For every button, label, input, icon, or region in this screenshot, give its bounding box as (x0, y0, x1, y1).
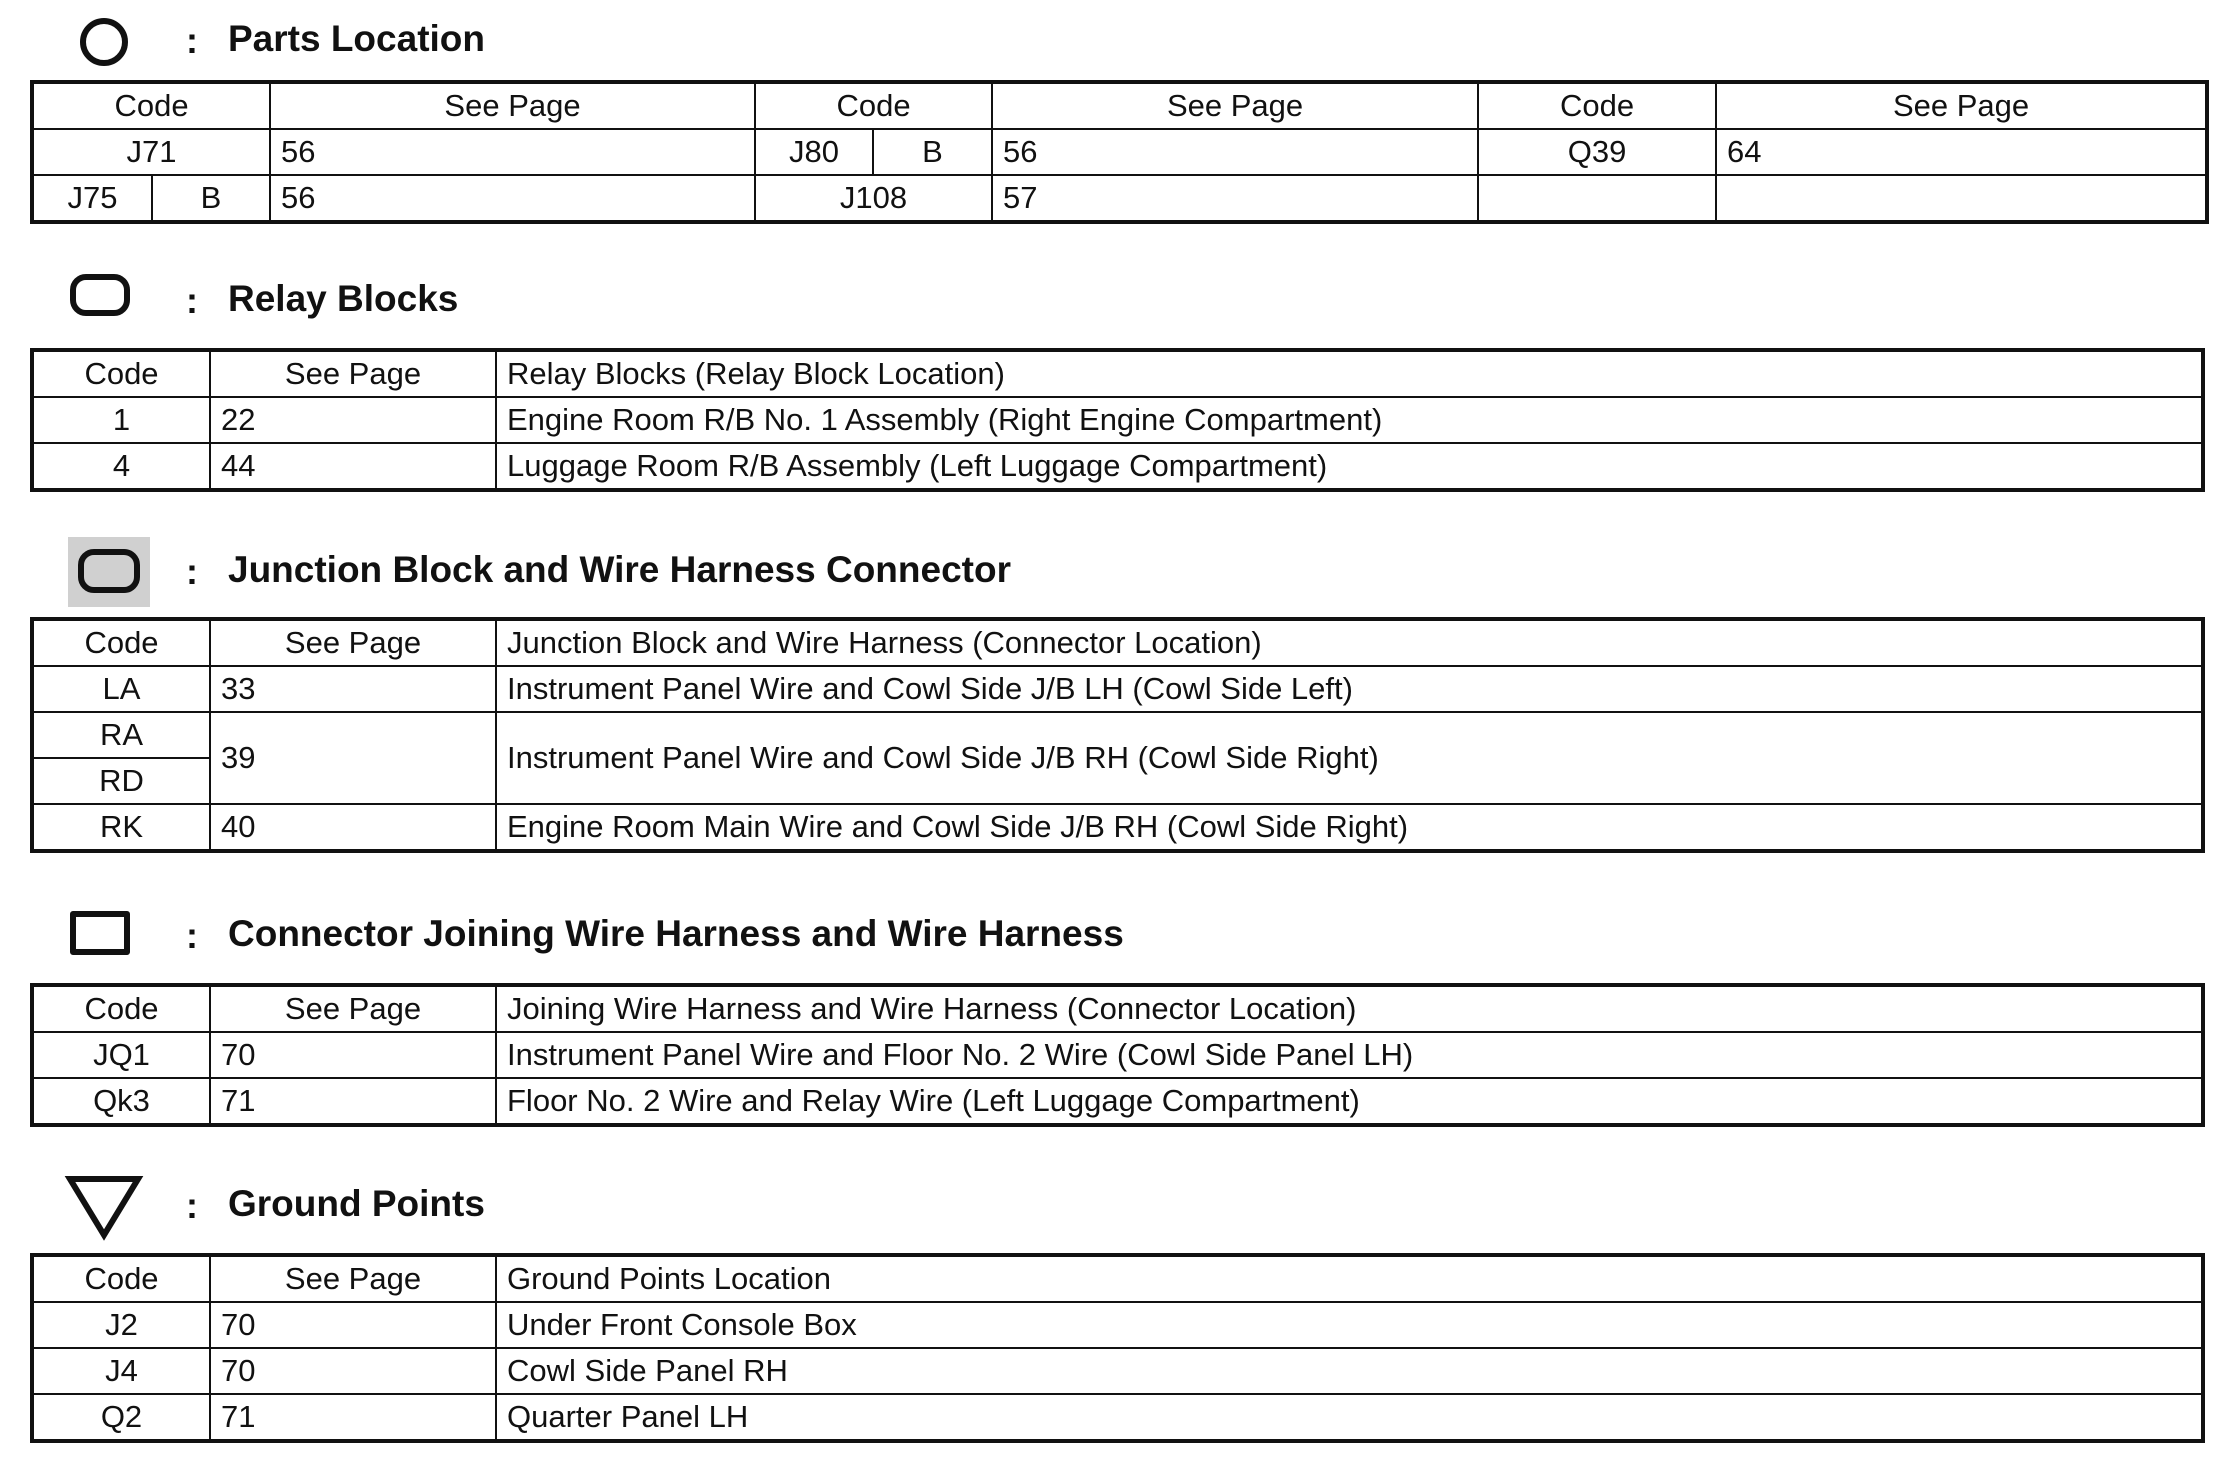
description-cell: Quarter Panel LH (496, 1394, 2203, 1441)
table-header-row (32, 1255, 2203, 1302)
section-title: Parts Location (228, 18, 485, 59)
description-cell: Luggage Room R/B Assembly (Left Luggage Compartment) (496, 443, 2203, 490)
page-cell: 33 (210, 666, 496, 712)
header-see-page: See Page (210, 350, 496, 397)
rounded-rectangle-icon (70, 274, 130, 316)
section-title: Junction Block and Wire Harness Connector (228, 549, 1011, 590)
header-description: Relay Blocks (Relay Block Location) (496, 350, 2203, 397)
page-cell: 64 (1716, 129, 2207, 175)
table-row (32, 175, 2207, 222)
code-suffix-cell: B (873, 129, 992, 175)
page-cell: 56 (992, 129, 1478, 175)
table-row (32, 1302, 2203, 1348)
page-cell: 57 (992, 175, 1478, 222)
section-colon: : (186, 280, 198, 321)
relay-blocks-header (0, 268, 2232, 348)
section-colon: : (186, 20, 198, 61)
page-cell: 70 (210, 1032, 496, 1078)
section-title: Relay Blocks (228, 278, 459, 319)
code-cell: 4 (32, 443, 210, 490)
circle-icon (80, 18, 128, 66)
section-title: Ground Points (228, 1183, 485, 1224)
code-cell: RK (32, 804, 210, 851)
table-row (32, 129, 2207, 175)
description-cell: Engine Room Main Wire and Cowl Side J/B RH (Cowl Side Right) (496, 804, 2203, 851)
description-cell: Under Front Console Box (496, 1302, 2203, 1348)
page-cell: 39 (210, 712, 496, 804)
junction-block-table (30, 617, 2205, 853)
junction-block-header (0, 537, 2232, 617)
header-code: Code (1478, 82, 1716, 129)
description-cell: Engine Room R/B No. 1 Assembly (Right Engine Compartment) (496, 397, 2203, 443)
header-code: Code (32, 82, 270, 129)
code-cell: JQ1 (32, 1032, 210, 1078)
ground-points-table (30, 1253, 2205, 1443)
page-cell: 56 (270, 175, 755, 222)
page-cell: 40 (210, 804, 496, 851)
code-cell: Q39 (1478, 129, 1716, 175)
table-row (32, 666, 2203, 712)
header-code: Code (32, 619, 210, 666)
code-cell: Q2 (32, 1394, 210, 1441)
page-cell: 70 (210, 1348, 496, 1394)
table-row (32, 443, 2203, 490)
header-see-page: See Page (992, 82, 1478, 129)
table-row (32, 712, 2203, 758)
section-colon: : (186, 551, 198, 592)
code-cell: J4 (32, 1348, 210, 1394)
table-header-row (32, 619, 2203, 666)
header-code: Code (32, 350, 210, 397)
code-cell: LA (32, 666, 210, 712)
description-cell: Floor No. 2 Wire and Relay Wire (Left Luggage Compartment) (496, 1078, 2203, 1125)
header-see-page: See Page (210, 985, 496, 1032)
table-row (32, 1078, 2203, 1125)
header-description: Junction Block and Wire Harness (Connector Location) (496, 619, 2203, 666)
triangle-down-icon (64, 1173, 144, 1243)
page-cell: 22 (210, 397, 496, 443)
header-code: Code (755, 82, 992, 129)
table-row (32, 1032, 2203, 1078)
code-cell: J108 (755, 175, 992, 222)
code-cell: J2 (32, 1302, 210, 1348)
page-cell (1716, 175, 2207, 222)
code-cell: J71 (32, 129, 270, 175)
page-cell: 56 (270, 129, 755, 175)
table-row (32, 1394, 2203, 1441)
table-header-row (32, 985, 2203, 1032)
code-cell: RA (32, 712, 210, 758)
description-cell: Instrument Panel Wire and Floor No. 2 Wire (Cowl Side Panel LH) (496, 1032, 2203, 1078)
relay-blocks-table (30, 348, 2205, 492)
code-cell: RD (32, 758, 210, 804)
header-code: Code (32, 985, 210, 1032)
page-cell: 70 (210, 1302, 496, 1348)
page-cell: 44 (210, 443, 496, 490)
table-row (32, 804, 2203, 851)
section-colon: : (186, 915, 198, 956)
description-cell: Instrument Panel Wire and Cowl Side J/B RH (Cowl Side Right) (496, 712, 2203, 804)
page-cell: 71 (210, 1078, 496, 1125)
parts-location-table (30, 80, 2209, 224)
header-see-page: See Page (270, 82, 755, 129)
table-row (32, 1348, 2203, 1394)
description-cell: Instrument Panel Wire and Cowl Side J/B LH (Cowl Side Left) (496, 666, 2203, 712)
section-colon: : (186, 1185, 198, 1226)
header-see-page: See Page (1716, 82, 2207, 129)
description-cell: Cowl Side Panel RH (496, 1348, 2203, 1394)
section-title: Connector Joining Wire Harness and Wire Harness (228, 913, 1124, 954)
connector-joining-table (30, 983, 2205, 1127)
code-cell (1478, 175, 1716, 222)
header-description: Ground Points Location (496, 1255, 2203, 1302)
table-header-row (32, 350, 2203, 397)
table-header-row (32, 82, 2207, 129)
rectangle-icon (70, 911, 130, 955)
header-code: Code (32, 1255, 210, 1302)
code-cell: Qk3 (32, 1078, 210, 1125)
code-cell: J75 (32, 175, 152, 222)
parts-location-header (0, 0, 2232, 80)
code-cell: 1 (32, 397, 210, 443)
ground-points-header (0, 1173, 2232, 1253)
header-see-page: See Page (210, 619, 496, 666)
connector-joining-header (0, 903, 2232, 983)
shaded-rounded-rectangle-icon (78, 549, 140, 593)
header-description: Joining Wire Harness and Wire Harness (Connector Location) (496, 985, 2203, 1032)
page-cell: 71 (210, 1394, 496, 1441)
header-see-page: See Page (210, 1255, 496, 1302)
table-row (32, 397, 2203, 443)
code-suffix-cell: B (152, 175, 270, 222)
code-cell: J80 (755, 129, 873, 175)
